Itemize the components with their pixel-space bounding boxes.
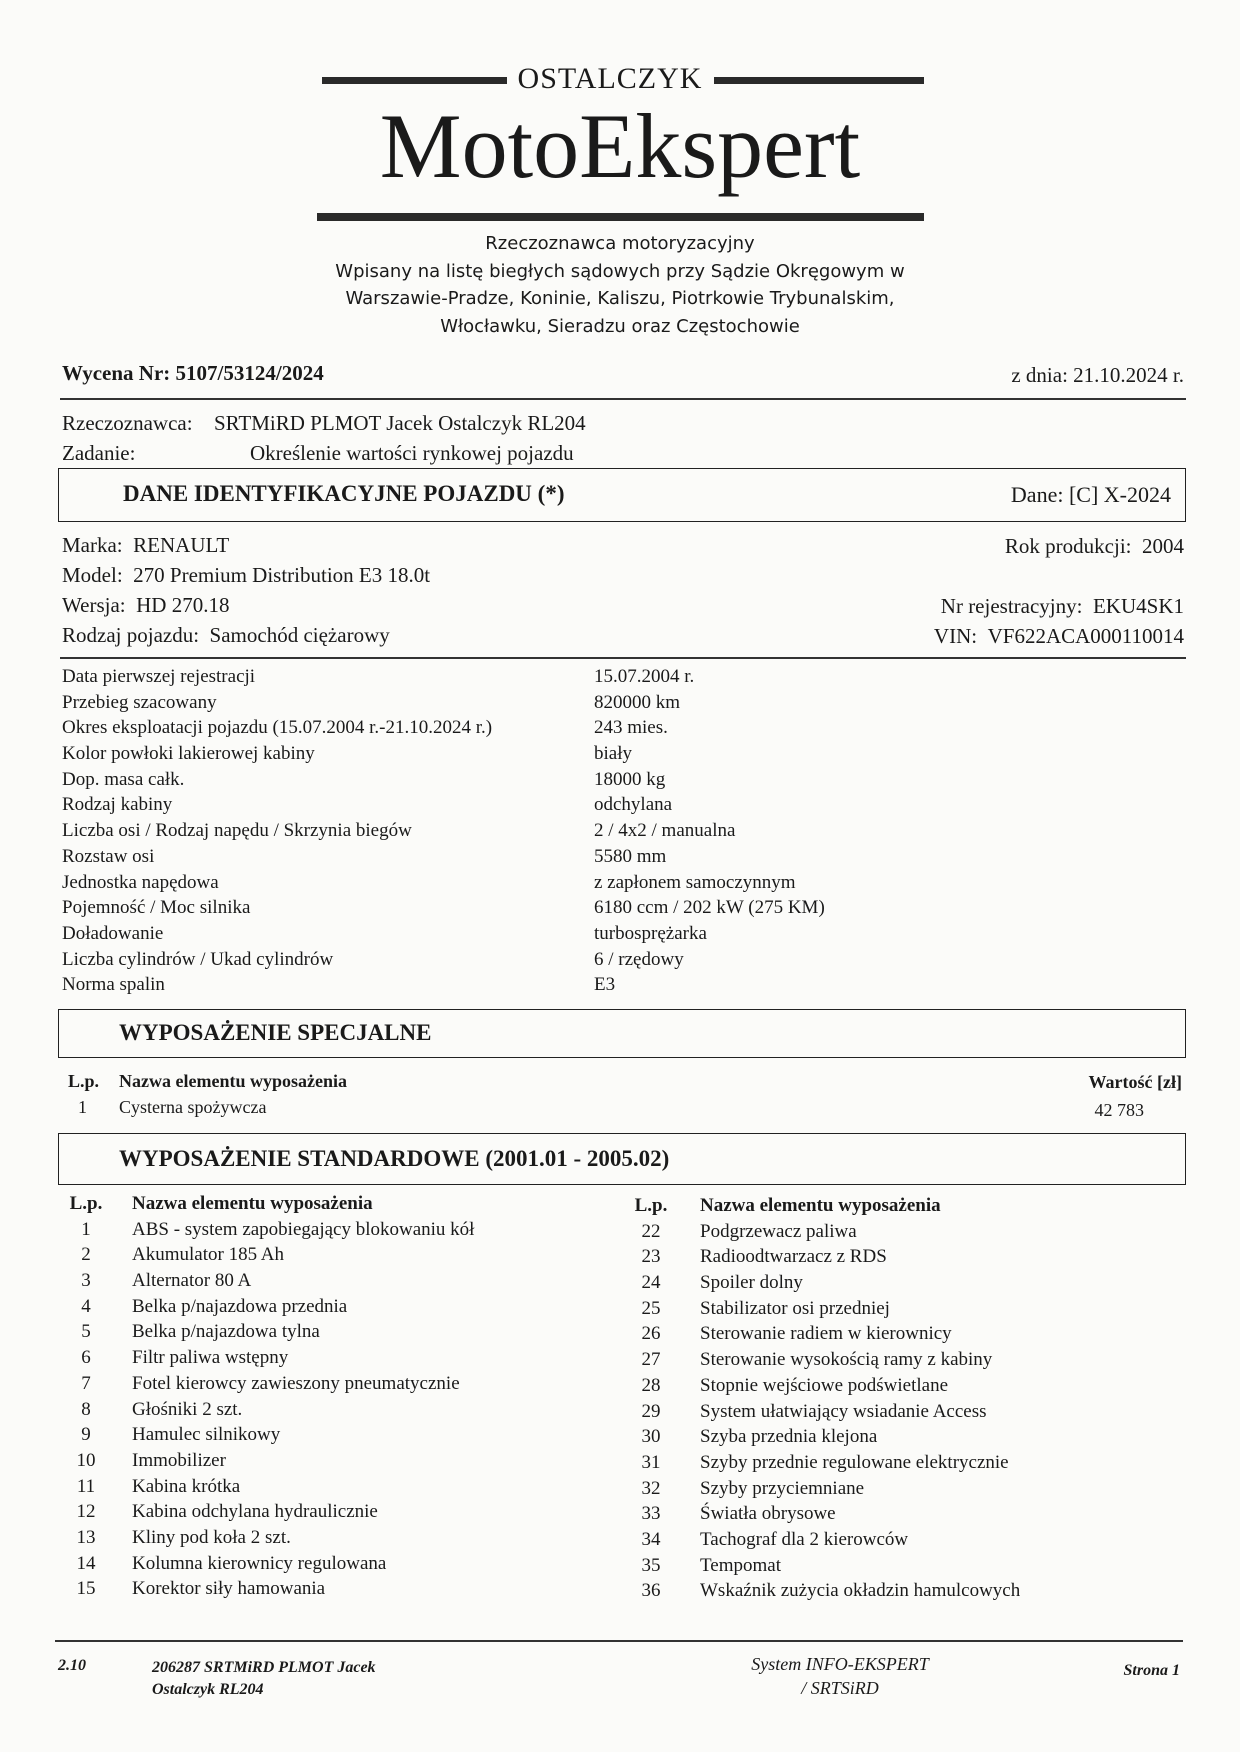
expert-label: Rzeczoznawca: [62,411,193,435]
logo-brand: MotoEkspert [379,95,861,197]
footer-version: 2.10 [58,1657,86,1674]
reg-label: Nr rejestracyjny: [940,594,1083,618]
item-lp: 29 [641,1400,661,1422]
standard-right-column [626,1193,1166,1604]
col-lp: L.p. [69,1193,103,1214]
spec-label: Kolor powłoki lakierowej kabiny [62,743,315,765]
footer-page: Strona 1 [1123,1662,1180,1679]
vehicle-left [62,530,430,650]
item-name: Kliny pod koła 2 szt. [132,1526,291,1548]
data-source: Dane: [C] X-2024 [1010,482,1171,507]
list-item [626,1553,1166,1579]
item-lp: 24 [641,1272,661,1294]
spec-row [62,715,862,741]
item-name: Kolumna kierownicy regulowana [132,1552,387,1574]
list-item [626,1347,1166,1373]
special-equipment-title: WYPOSAŻENIE SPECJALNE [119,1020,432,1045]
model-label: Model: [62,563,123,587]
item-name: Immobilizer [132,1449,226,1471]
list-item [626,1424,1166,1450]
item-name: Belka p/najazdowa tylna [132,1321,320,1343]
spec-label: Norma spalin [62,974,165,996]
item-lp: 32 [641,1477,661,1499]
col-lp: L.p. [634,1195,668,1216]
item-lp: 28 [641,1374,661,1396]
item-lp: 5 [81,1321,91,1343]
item-name: Belka p/najazdowa przednia [132,1295,348,1317]
item-name: Korektor siły hamowania [132,1578,326,1600]
spec-label: Rozstaw osi [62,845,155,867]
specs-table [62,664,862,998]
list-item [62,1319,582,1345]
special-col-lp: L.p. [68,1071,100,1091]
item-name: Alternator 80 A [132,1270,252,1292]
list-item [626,1321,1166,1347]
list-item [62,1397,582,1423]
vehicle-section-header [58,468,1186,522]
spec-value: 6 / rzędowy [594,948,684,970]
item-lp: 27 [641,1349,661,1371]
col-name: Nazwa elementu wyposażenia [700,1195,941,1216]
spec-row [62,972,862,998]
footer-system-line: / SRTSiRD [801,1678,879,1698]
spec-label: Rodzaj kabiny [62,794,173,816]
list-item [62,1345,582,1371]
vin-value: VF622ACA000110014 [987,624,1184,648]
item-lp: 22 [641,1220,661,1242]
list-item [62,1525,582,1551]
list-item [62,1422,582,1448]
spec-row [62,870,862,896]
item-lp: 26 [641,1323,661,1345]
item-name: Radioodtwarzacz z RDS [700,1246,887,1268]
model-value: 270 Premium Distribution E3 18.0t [133,563,431,587]
item-name: Szyby przyciemniane [700,1477,865,1499]
make-value: RENAULT [133,533,230,557]
list-item [626,1501,1166,1527]
version-label: Wersja: [62,593,126,617]
spec-label: Okres eksploatacji pojazdu (15.07.2004 r.-21.10.2024 r.) [62,717,493,739]
item-name: Światła obrysowe [700,1503,836,1525]
spec-row [62,895,862,921]
item-lp: 31 [641,1451,661,1473]
list-item [626,1270,1166,1296]
item-lp: 14 [76,1552,96,1574]
task-value: Określenie wartości rynkowej pojazdu [250,441,574,465]
list-item [626,1296,1166,1322]
special-col-value: Wartość [zł] [1088,1072,1182,1092]
list-item [62,1551,582,1577]
type-label: Rodzaj pojazdu: [62,623,200,647]
spec-label: Pojemność / Moc silnika [62,897,251,919]
spec-row [62,818,862,844]
special-item-lp: 1 [78,1097,87,1117]
spec-value: turbosprężarka [594,922,707,944]
item-name: Hamulec silnikowy [132,1424,281,1446]
make-label: Marka: [62,533,123,557]
spec-row [62,664,862,690]
list-item [62,1499,582,1525]
list-item [626,1476,1166,1502]
model-row [62,560,430,590]
item-name: Stopnie wejściowe podświetlane [700,1374,949,1396]
footer-divider [55,1640,1183,1642]
item-name: Podgrzewacz paliwa [700,1220,857,1242]
item-name: Wskaźnik zużycia okładzin hamulcowych [700,1580,1021,1602]
list-item [626,1244,1166,1270]
logo-rule-right [714,77,924,84]
footer-system [700,1652,980,1700]
item-name: Fotel kierowcy zawieszony pneumatycznie [132,1372,460,1394]
spec-label: Liczba osi / Rodzaj napędu / Skrzynia biegów [62,820,412,842]
item-lp: 15 [76,1578,96,1600]
item-lp: 7 [81,1372,91,1394]
special-item-value: 42 783 [1094,1100,1144,1120]
spec-value: 6180 ccm / 202 kW (275 KM) [594,897,825,919]
spec-label: Jednostka napędowa [62,871,219,893]
footer-user-line: 206287 SRTMiRD PLMOT Jacek [152,1659,376,1676]
item-name: Szyby przednie regulowane elektrycznie [700,1451,1009,1473]
item-lp: 36 [641,1580,661,1602]
item-lp: 2 [81,1244,91,1266]
item-name: Filtr paliwa wstępny [132,1347,289,1369]
subtitle [250,230,990,340]
item-lp: 35 [641,1554,661,1576]
list-item [62,1474,582,1500]
type-value: Samochód ciężarowy [209,623,390,647]
item-name: Akumulator 185 Ah [132,1244,284,1266]
item-name: System ułatwiający wsiadanie Access [700,1400,987,1422]
list-item [626,1219,1166,1245]
item-name: Stabilizator osi przedniej [700,1297,890,1319]
item-name: Tachograf dla 2 kierowców [700,1528,909,1550]
item-name: ABS - system zapobiegający blokowaniu kół [132,1218,475,1240]
spec-value: 18000 kg [594,768,666,790]
spec-value: 2 / 4x2 / manualna [594,820,736,842]
year-value: 2004 [1142,534,1184,558]
logo-rule-left [322,77,507,84]
valuation-date: z dnia: 21.10.2024 r. [1011,363,1184,387]
item-name: Szyba przednia klejona [700,1426,878,1448]
vin-label: VIN: [933,624,978,648]
subtitle-line: Wpisany na listę biegłych sądowych przy Sądzie Okręgowym w [335,260,905,282]
item-name: Spoiler dolny [700,1272,803,1294]
year-row [1005,534,1184,559]
spec-value: 820000 km [594,691,681,713]
spec-label: Dop. masa całk. [62,768,185,790]
item-lp: 6 [81,1347,91,1369]
footer-user-line: Ostalczyk RL204 [152,1681,264,1698]
valuation-number: Wycena Nr: 5107/53124/2024 [62,361,324,385]
list-item [62,1576,582,1602]
list-item [626,1399,1166,1425]
col-name: Nazwa elementu wyposażenia [132,1193,373,1214]
standard-equipment-header [58,1133,1186,1185]
list-item [62,1371,582,1397]
item-lp: 23 [641,1246,661,1268]
item-lp: 25 [641,1297,661,1319]
task-label: Zadanie: [62,441,136,465]
spec-row [62,792,862,818]
spec-row [62,844,862,870]
item-name: Głośniki 2 szt. [132,1398,243,1420]
item-name: Sterowanie wysokością ramy z kabiny [700,1349,993,1371]
item-lp: 9 [81,1424,91,1446]
make-row [62,530,430,560]
subtitle-line: Rzeczoznawca motoryzacyjny [485,233,755,254]
reg-value: EKU4SK1 [1092,594,1184,618]
reg-row [941,594,1184,619]
expert-value: SRTMiRD PLMOT Jacek Ostalczyk RL204 [214,411,586,435]
item-lp: 10 [76,1449,96,1471]
spec-value: E3 [594,974,616,996]
spec-value: 243 mies. [594,717,668,739]
item-lp: 33 [641,1503,661,1525]
spec-label: Data pierwszej rejestracji [62,666,256,687]
logo-company-name: OSTALCZYK [517,62,703,95]
spec-row [62,947,862,973]
item-lp: 8 [81,1398,91,1420]
spec-value: biały [594,743,632,765]
type-row [62,620,430,650]
standard-equipment-title: WYPOSAŻENIE STANDARDOWE (2001.01 - 2005.02) [119,1146,670,1171]
item-lp: 12 [76,1501,96,1523]
table-header [62,1191,582,1217]
spec-value: z zapłonem samoczynnym [594,871,796,893]
spec-row [62,767,862,793]
divider [60,398,1186,400]
subtitle-line: Warszawie-Pradze, Koninie, Kaliszu, Piotrkowie Trybunalskim, [345,288,895,309]
list-item [626,1373,1166,1399]
item-lp: 11 [76,1475,96,1497]
spec-row [62,921,862,947]
logo-rule-bottom [317,213,924,221]
item-lp: 3 [81,1270,91,1292]
subtitle-line: Włocławku, Sieradzu oraz Częstochowie [440,315,800,337]
special-col-name: Nazwa elementu wyposażenia [119,1071,347,1091]
list-item [62,1268,582,1294]
special-item-name: Cysterna spożywcza [119,1097,267,1117]
spec-value: 15.07.2004 r. [594,666,695,687]
spec-value: 5580 mm [594,845,667,867]
footer-system-line: System INFO-EKSPERT [751,1654,929,1674]
item-name: Sterowanie radiem w kierownicy [700,1323,952,1345]
vin-row [934,624,1184,649]
spec-row [62,741,862,767]
item-name: Kabina krótka [132,1475,241,1497]
spec-row [62,690,862,716]
year-label: Rok produkcji: [1004,534,1132,558]
item-lp: 4 [81,1295,91,1317]
version-row [62,590,430,620]
list-item [626,1450,1166,1476]
item-lp: 13 [76,1526,96,1548]
standard-left-column [62,1191,582,1602]
list-item [62,1242,582,1268]
spec-label: Liczba cylindrów / Ukad cylindrów [62,948,334,970]
item-lp: 1 [81,1218,91,1240]
list-item [62,1448,582,1474]
table-header [626,1193,1166,1219]
spec-value: odchylana [594,794,673,816]
divider [60,657,1186,659]
item-name: Tempomat [700,1554,781,1576]
spec-label: Przebieg szacowany [62,691,217,713]
item-name: Kabina odchylana hydraulicznie [132,1501,378,1523]
version-value: HD 270.18 [136,593,230,617]
list-item [626,1578,1166,1604]
special-equipment-header [58,1009,1186,1058]
list-item [62,1217,582,1243]
list-item [62,1294,582,1320]
list-item [626,1527,1166,1553]
spec-label: Doładowanie [62,922,164,944]
item-lp: 30 [641,1426,661,1448]
item-lp: 34 [641,1528,661,1550]
vehicle-section-title: DANE IDENTYFIKACYJNE POJAZDU (*) [123,481,565,506]
footer-user [152,1657,376,1701]
